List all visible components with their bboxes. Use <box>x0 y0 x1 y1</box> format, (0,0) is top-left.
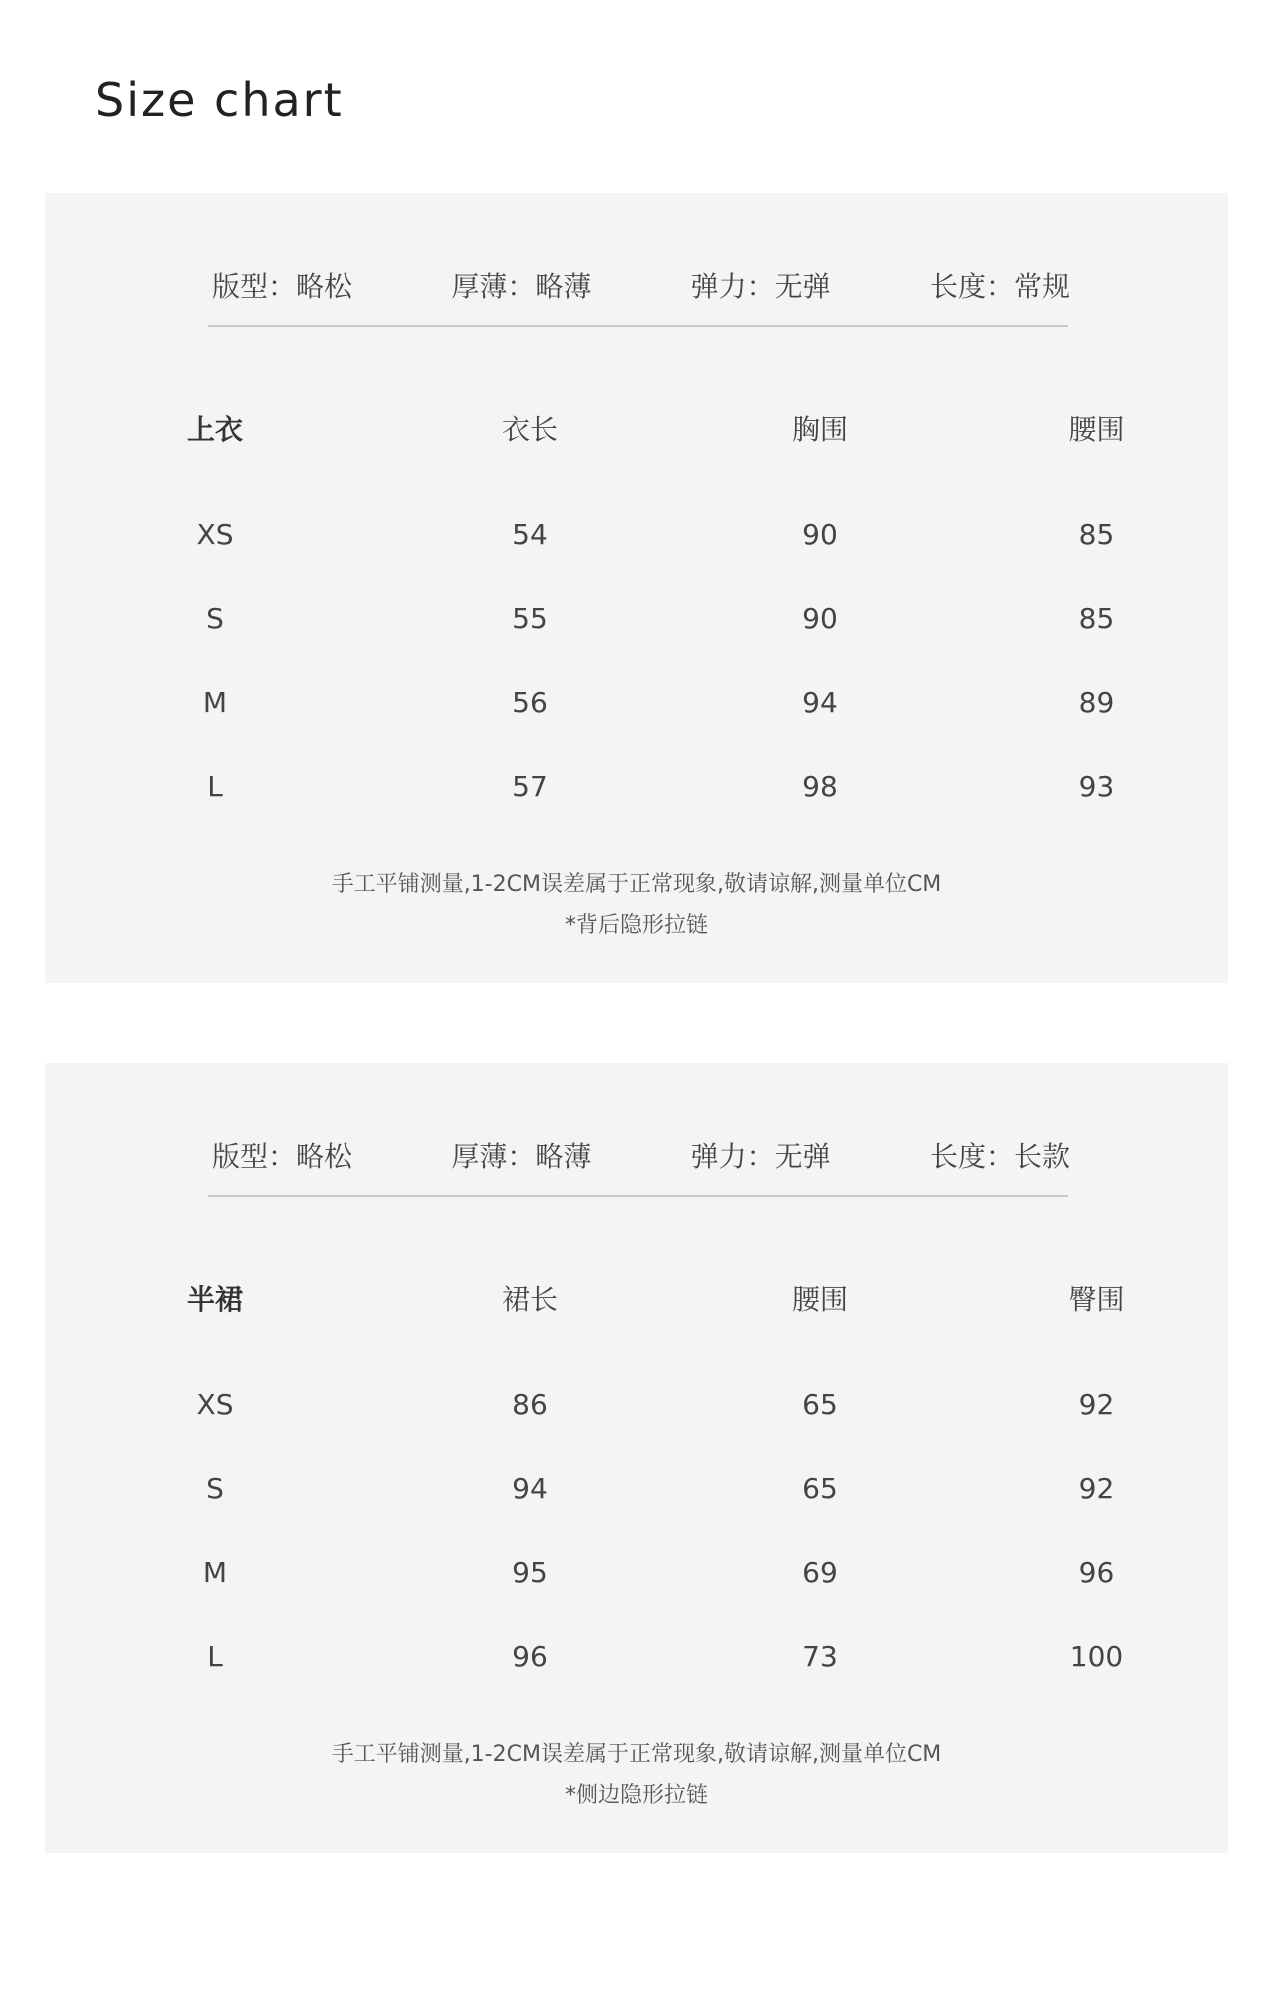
top-size-card <box>45 193 1228 983</box>
size-cell: XS <box>196 1387 234 1421</box>
value-cell: 73 <box>802 1639 838 1673</box>
page-title: Size chart <box>95 73 344 127</box>
column-header: 腰围 <box>791 1283 848 1316</box>
value-cell: 55 <box>512 601 548 635</box>
value-cell: 86 <box>512 1387 548 1421</box>
value-cell: 90 <box>802 517 838 551</box>
table-header-row <box>45 1278 1228 1362</box>
value-cell: 94 <box>512 1471 548 1505</box>
attribute-value: 无弹 <box>774 270 831 303</box>
table-row <box>45 1530 1228 1614</box>
zipper-note: *侧边隐形拉链 <box>564 1783 708 1808</box>
attribute-label: 厚薄： <box>451 270 536 303</box>
attribute-length <box>928 265 1070 305</box>
value-cell: 96 <box>512 1639 548 1673</box>
size-cell: XS <box>196 517 234 551</box>
size-cell: L <box>207 769 223 803</box>
size-cell: M <box>202 1555 228 1589</box>
attribute-elasticity <box>689 1135 831 1175</box>
value-cell: 65 <box>802 1471 838 1505</box>
column-header: 裙长 <box>501 1283 558 1316</box>
value-cell: 57 <box>512 769 548 803</box>
value-cell: 54 <box>512 517 548 551</box>
column-header-category: 上衣 <box>186 413 243 446</box>
attribute-label: 版型： <box>212 270 297 303</box>
attribute-label: 长度： <box>929 270 1014 303</box>
column-header: 臀围 <box>1068 1283 1125 1316</box>
zipper-note: *背后隐形拉链 <box>564 913 708 938</box>
attributes-divider <box>208 1195 1068 1197</box>
size-cell: M <box>202 685 228 719</box>
skirt-size-card <box>45 1063 1228 1853</box>
fabric-attributes <box>210 1135 1070 1175</box>
size-cell: S <box>206 1471 224 1505</box>
value-cell: 69 <box>802 1555 838 1589</box>
attribute-label: 厚薄： <box>451 1140 536 1173</box>
column-header: 胸围 <box>791 413 848 446</box>
table-row <box>45 576 1228 660</box>
size-cell: L <box>207 1639 223 1673</box>
attribute-label: 弹力： <box>690 1140 775 1173</box>
value-cell: 95 <box>512 1555 548 1589</box>
skirt-size-table <box>45 1278 1228 1698</box>
attribute-label: 长度： <box>929 1140 1014 1173</box>
measurement-note: 手工平铺测量,1-2CM误差属于正常现象,敬请谅解,测量单位CM <box>331 872 942 897</box>
attribute-value: 常规 <box>1013 270 1070 303</box>
attribute-thickness <box>449 265 591 305</box>
attribute-label: 版型： <box>212 1140 297 1173</box>
value-cell: 93 <box>1078 769 1115 803</box>
attribute-elasticity <box>689 265 831 305</box>
fabric-attributes <box>210 265 1070 305</box>
measurement-note: 手工平铺测量,1-2CM误差属于正常现象,敬请谅解,测量单位CM <box>331 1742 942 1767</box>
table-row <box>45 1446 1228 1530</box>
attribute-fit <box>210 1135 352 1175</box>
attributes-divider <box>208 325 1068 327</box>
table-row <box>45 1614 1228 1698</box>
size-cell: S <box>206 601 224 635</box>
value-cell: 85 <box>1078 517 1115 551</box>
value-cell: 85 <box>1078 601 1115 635</box>
value-cell: 56 <box>512 685 548 719</box>
value-cell: 96 <box>1078 1555 1115 1589</box>
attribute-value: 长款 <box>1013 1140 1070 1173</box>
attribute-value: 略松 <box>296 1140 353 1173</box>
attribute-fit <box>210 265 352 305</box>
table-row <box>45 660 1228 744</box>
table-row <box>45 1362 1228 1446</box>
table-row <box>45 492 1228 576</box>
attribute-value: 略薄 <box>535 1140 592 1173</box>
value-cell: 65 <box>802 1387 838 1421</box>
value-cell: 100 <box>1069 1639 1124 1673</box>
value-cell: 98 <box>802 769 838 803</box>
value-cell: 92 <box>1078 1387 1115 1421</box>
column-header: 腰围 <box>1068 413 1125 446</box>
attribute-value: 略薄 <box>535 270 592 303</box>
value-cell: 94 <box>802 685 838 719</box>
column-header: 衣长 <box>501 413 558 446</box>
value-cell: 92 <box>1078 1471 1115 1505</box>
attribute-thickness <box>449 1135 591 1175</box>
value-cell: 89 <box>1078 685 1115 719</box>
table-header-row <box>45 408 1228 492</box>
attribute-length <box>928 1135 1070 1175</box>
column-header-category: 半裙 <box>186 1283 243 1316</box>
attribute-label: 弹力： <box>690 270 775 303</box>
attribute-value: 略松 <box>296 270 353 303</box>
top-size-table <box>45 408 1228 828</box>
attribute-value: 无弹 <box>774 1140 831 1173</box>
table-row <box>45 744 1228 828</box>
value-cell: 90 <box>802 601 838 635</box>
